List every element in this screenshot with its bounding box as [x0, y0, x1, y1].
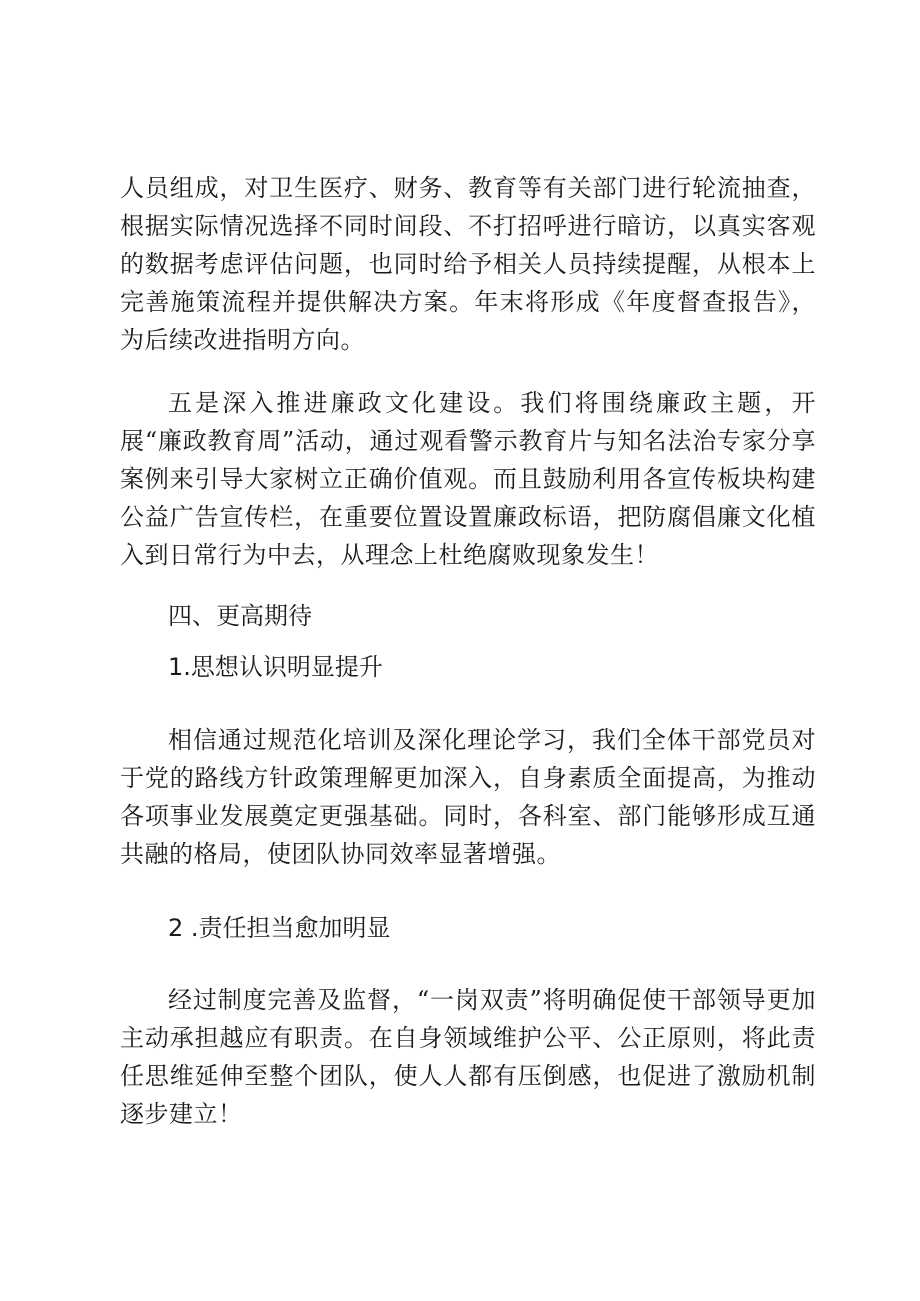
paragraph-continuation: 人员组成，对卫生医疗、财务、教育等有关部门进行轮流抽查，根据实际情况选择不同时间段、不打招呼进行暗访，以真实客观的数据考虑评估问题，也同时给予相关人员持续提醒，从根本上完善施策流程并提供解决方案。年末将形成《年度督查报告》，为后续改进指明方向。	[120, 174, 816, 354]
section-heading-higher-expectations: 四、更高期待	[168, 602, 312, 630]
subheading-responsibility: 2 .责任担当愈加明显	[168, 914, 391, 942]
paragraph-point-five: 五是深入推进廉政文化建设。我们将围绕廉政主题，开展“廉政教育周”活动，通过观看警示教育片与知名法治专家分享案例来引导大家树立正确价值观。而且鼓励利用各宣传板块构建公益广告宣传栏，在重要位置设置廉政标语，把防腐倡廉文化植入到日常行为中去，从理念上杜绝腐败现象发生！	[120, 389, 816, 569]
paragraph-responsibility: 经过制度完善及监督，“一岗双责”将明确促使干部领导更加主动承担越应有职责。在自身领域维护公平、公正原则，将此责任思维延伸至整个团队，使人人都有压倒感，也促进了激励机制逐步建立！	[120, 986, 816, 1128]
paragraph-thinking-awareness: 相信通过规范化培训及深化理论学习，我们全体干部党员对于党的路线方针政策理解更加深入，自身素质全面提高，为推动各项事业发展奠定更强基础。同时，各科室、部门能够形成互通共融的格局，使团队协同效率显著增强。	[120, 726, 816, 868]
subheading-thinking-awareness: 1.思想认识明显提升	[168, 653, 383, 681]
